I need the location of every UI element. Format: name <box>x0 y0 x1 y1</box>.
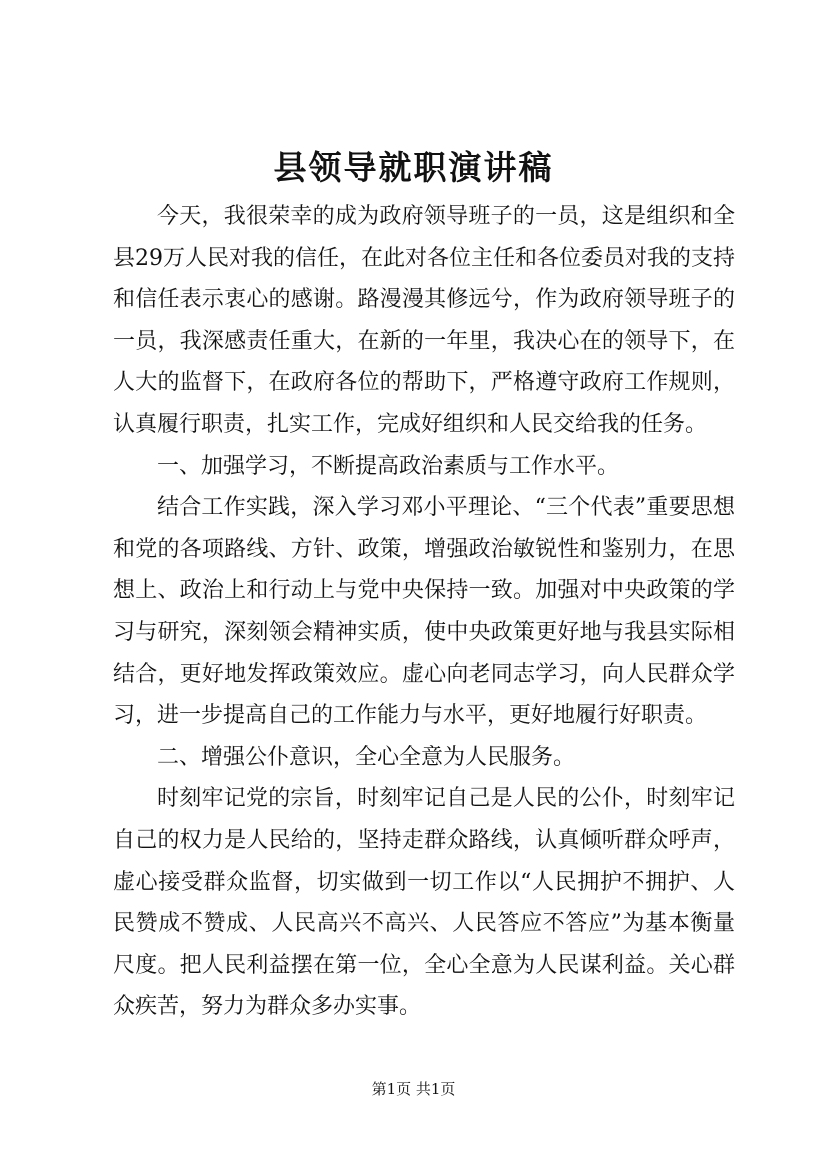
section-heading-1: 一、加强学习，不断提高政治素质与工作水平。 <box>157 453 620 479</box>
section-heading-2: 二、增强公仆意识，全心全意为人民服务。 <box>157 744 576 770</box>
paragraph-study: 结合工作实践，深入学习邓小平理论、“三个代表”重要思想和党的各项路线、方针、政策，增强政治敏锐性和鉴别力，在思想上、政治上和行动上与党中央保持一致。加强对中央政策的学习与研究，深刻领会精神实质，使中央政策更好地与我县实际相结合，更好地发挥政策效应。虚心向老同志学习，向人民群众学习，进一步提高自己的工作能力与水平，更好地履行好职责。 <box>113 495 735 729</box>
page-footer: 第1页 共1页 <box>371 1080 456 1098</box>
document-body <box>113 196 735 1028</box>
paragraph-service: 时刻牢记党的宗旨，时刻牢记自己是人民的公仆，时刻牢记自己的权力是人民给的，坚持走群众路线，认真倾听群众呼声，虚心接受群众监督，切实做到一切工作以“人民拥护不拥护、人民赞成不赞成、人民高兴不高兴、人民答应不答应”为基本衡量尺度。把人民利益摆在第一位，全心全意为人民谋利益。关心群众疾苦，努力为群众多办实事。 <box>113 786 735 1020</box>
document-title: 县领导就职演讲稿 <box>273 148 554 187</box>
paragraph-intro: 今天，我很荣幸的成为政府领导班子的一员，这是组织和全县29万人民对我的信任，在此对各位主任和各位委员对我的支持和信任表示衷心的感谢。路漫漫其修远兮，作为政府领导班子的一员，我深感责任重大，在新的一年里，我决心在的领导下，在人大的监督下，在政府各位的帮助下，严格遵守政府工作规则，认真履行职责，扎实工作，完成好组织和人民交给我的任务。 <box>113 204 735 437</box>
